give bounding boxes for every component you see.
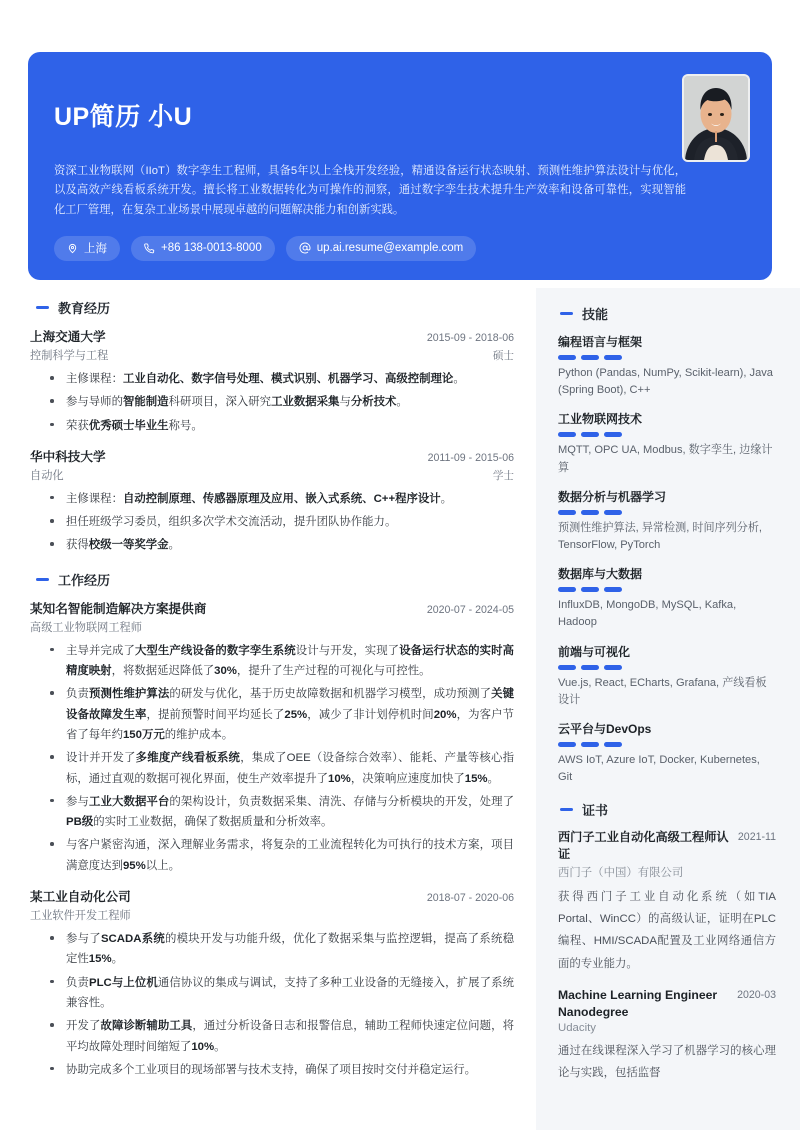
education-bullet-list <box>30 489 514 556</box>
contact-phone-label: +86 138-0013-8000 <box>161 242 262 255</box>
contact-chip-location[interactable] <box>54 236 120 261</box>
skill-description: InfluxDB, MongoDB, MySQL, Kafka, Hadoop <box>558 599 737 629</box>
skill-name: 编程语言与框架 <box>558 335 643 349</box>
certificate-name: Machine Learning Engineer Nanodegree <box>558 987 718 1019</box>
section-title-certificates <box>560 800 776 819</box>
skill-item <box>558 333 776 399</box>
section-title-certificates-label: 证书 <box>582 803 609 819</box>
experience-date: 2018-07 - 2020-06 <box>426 892 514 905</box>
certificate-description: 获得西门子工业自动化系统（如TIA Portal、WinCC）的高级认证，证明在PLC编程、HMI/SCADA配置及工业网络通信方面的专业能力。 <box>558 890 776 970</box>
list-item: 主修课程：自动控制原理、传感器原理及应用、嵌入式系统、C++程序设计。 <box>50 489 514 509</box>
certificate-name: 西门子工业自动化高级工程师认证 <box>558 830 729 862</box>
phone-icon <box>144 243 155 254</box>
education-date: 2015-09 - 2018-06 <box>426 332 514 344</box>
education-degree: 硕士 <box>492 350 514 362</box>
skill-name: 工业物联网技术 <box>558 412 643 427</box>
experience-role: 高级工业物联网工程师 <box>30 621 142 634</box>
skill-description: Python (Pandas, NumPy, Scikit-learn), Java (Spring Boot), C++ <box>558 367 773 397</box>
page-title: UP简历 小U <box>54 103 193 131</box>
list-item: 获得校级一等奖学金。 <box>50 535 514 555</box>
list-item: 开发了故障诊断辅助工具，通过分析设备日志和报警信息，辅助工程师快速定位问题，将平均故障处理时间缩短了10%。 <box>50 1016 514 1057</box>
section-education <box>30 298 514 556</box>
skill-name: 数据分析与机器学习 <box>558 489 667 504</box>
experience-bullet-list <box>30 641 514 876</box>
skill-description: 预测性维护算法, 异常检测, 时间序列分析, TensorFlow, PyTorch <box>558 521 763 551</box>
skill-level-bars <box>558 587 776 592</box>
skill-description: MQTT, OPC UA, Modbus, 数字孪生, 边缘计算 <box>558 444 773 474</box>
section-title-education-label: 教育经历 <box>58 301 111 316</box>
education-major: 控制科学与工程 <box>30 350 109 362</box>
education-major: 自动化 <box>30 469 64 482</box>
location-pin-icon <box>67 243 78 254</box>
list-item: 参与了SCADA系统的模块开发与功能升级，优化了数据采集与监控逻辑，提高了系统稳定性15%。 <box>50 929 514 970</box>
education-entry <box>30 326 514 436</box>
avatar <box>682 74 750 162</box>
list-item: 荣获优秀硕士毕业生称号。 <box>50 416 514 436</box>
contact-chip-phone[interactable] <box>131 236 275 261</box>
section-title-experience-label: 工作经历 <box>58 572 111 588</box>
skill-level-bars <box>558 665 776 670</box>
list-item: 负责PLC与上位机通信协议的集成与调试，支持了多种工业设备的无缝接入，扩展了系统兼容性。 <box>50 973 514 1014</box>
header-summary: 资深工业物联网（IIoT）数字孪生工程师，具备5年以上全栈开发经验，精通设备运行状态映射、预测性维护算法设计与优化，以及高效产线看板系统开发。擅长将工业数据转化为可操作的洞察，通过数字孪生技术提升生产效率和设备可靠性，实现智能化工厂管理，在复杂工业场景中展现卓越的问题解决能力和创新实践。 <box>54 164 686 217</box>
list-item: 参与导师的智能制造科研项目，深入研究工业数据采集与分析技术。 <box>50 392 514 412</box>
list-item: 主导并完成了大型生产线设备的数字孪生系统设计与开发，实现了设备运行状态的实时高精度映射，将数据延迟降低了30%，提升了生产过程的可视化与可控性。 <box>50 641 514 682</box>
education-school: 上海交通大学 <box>30 330 106 344</box>
section-dash-icon <box>560 808 573 811</box>
email-at-icon <box>299 242 311 254</box>
education-bullet-list <box>30 369 514 436</box>
contact-chip-list <box>54 236 746 261</box>
experience-role: 工业软件开发工程师 <box>30 910 131 923</box>
certificate-date: 2021-11 <box>737 831 776 844</box>
sidebar-column <box>536 288 800 1130</box>
experience-company: 某知名智能制造解决方案提供商 <box>30 601 207 616</box>
section-dash-icon <box>36 306 49 309</box>
skill-item <box>558 410 776 476</box>
skill-level-bars <box>558 742 776 747</box>
certificate-description: 通过在线课程深入学习了机器学习的核心理论与实践，包括监督 <box>558 1044 776 1079</box>
skill-level-bars <box>558 432 776 437</box>
section-dash-icon <box>560 312 573 315</box>
section-title-experience <box>36 570 514 589</box>
skill-description: Vue.js, React, ECharts, Grafana, 产线看板设计 <box>558 676 767 706</box>
section-certificates <box>558 800 776 1084</box>
certificate-item <box>558 829 776 975</box>
section-title-skills-label: 技能 <box>582 307 609 322</box>
list-item: 与客户紧密沟通，深入理解业务需求，将复杂的工业流程转化为可执行的技术方案，项目满意度达到95%以上。 <box>50 835 514 876</box>
certificate-issuer: Udacity <box>558 1021 596 1034</box>
section-title-education <box>36 298 514 317</box>
education-date: 2011-09 - 2015-06 <box>427 451 514 464</box>
list-item: 负责预测性维护算法的研发与优化，基于历史故障数据和机器学习模型，成功预测了关键设备故障发生率，提前预警时间平均延长了25%，减少了非计划停机时间20%，为客户节省了每年约150万元的维护成本。 <box>50 684 514 745</box>
contact-chip-email[interactable] <box>286 236 477 261</box>
list-item: 设计并开发了多维度产线看板系统，集成了OEE（设备综合效率）、能耗、产量等核心指标，通过直观的数据可视化界面，使生产效率提升了10%，决策响应速度加快了15%。 <box>50 748 514 789</box>
skill-name: 数据库与大数据 <box>558 567 643 582</box>
skill-name: 云平台与DevOps <box>558 721 652 736</box>
skill-level-bars <box>558 355 776 360</box>
list-item: 协助完成多个工业项目的现场部署与技术支持，确保了项目按时交付并稳定运行。 <box>50 1060 514 1080</box>
main-column <box>0 288 536 1130</box>
contact-email-label: up.ai.resume@example.com <box>316 242 464 255</box>
skill-item <box>558 488 776 554</box>
skill-item <box>558 565 776 631</box>
experience-entry <box>30 598 514 876</box>
certificate-issuer: 西门子（中国）有限公司 <box>558 866 684 879</box>
resume-header <box>28 52 772 280</box>
section-title-skills <box>560 304 776 323</box>
list-item: 参与工业大数据平台的架构设计，负责数据采集、清洗、存储与分析模块的开发，处理了PB级的实时工业数据，确保了数据质量和分析效率。 <box>50 792 514 833</box>
skill-item <box>558 643 776 709</box>
section-dash-icon <box>36 578 49 581</box>
experience-company: 某工业自动化公司 <box>30 890 131 905</box>
education-school: 华中科技大学 <box>30 449 106 464</box>
skill-item <box>558 720 776 786</box>
experience-entry <box>30 886 514 1080</box>
contact-location-label: 上海 <box>84 243 107 256</box>
list-item: 担任班级学习委员，组织多次学术交流活动，提升团队协作能力。 <box>50 512 514 532</box>
education-degree: 学士 <box>492 469 514 482</box>
certificate-item <box>558 987 776 1084</box>
education-entry <box>30 446 514 556</box>
list-item: 主修课程：工业自动化、数字信号处理、模式识别、机器学习、高级控制理论。 <box>50 369 514 389</box>
skill-name: 前端与可视化 <box>558 644 631 659</box>
section-experience <box>30 570 514 1080</box>
experience-bullet-list <box>30 929 514 1080</box>
certificate-date: 2020-03 <box>737 988 776 1001</box>
section-skills <box>558 304 776 786</box>
resume-body <box>0 288 800 1130</box>
skill-description: AWS IoT, Azure IoT, Docker, Kubernetes, Git <box>558 753 760 784</box>
experience-date: 2020-07 - 2024-05 <box>426 603 514 616</box>
skill-level-bars <box>558 510 776 515</box>
